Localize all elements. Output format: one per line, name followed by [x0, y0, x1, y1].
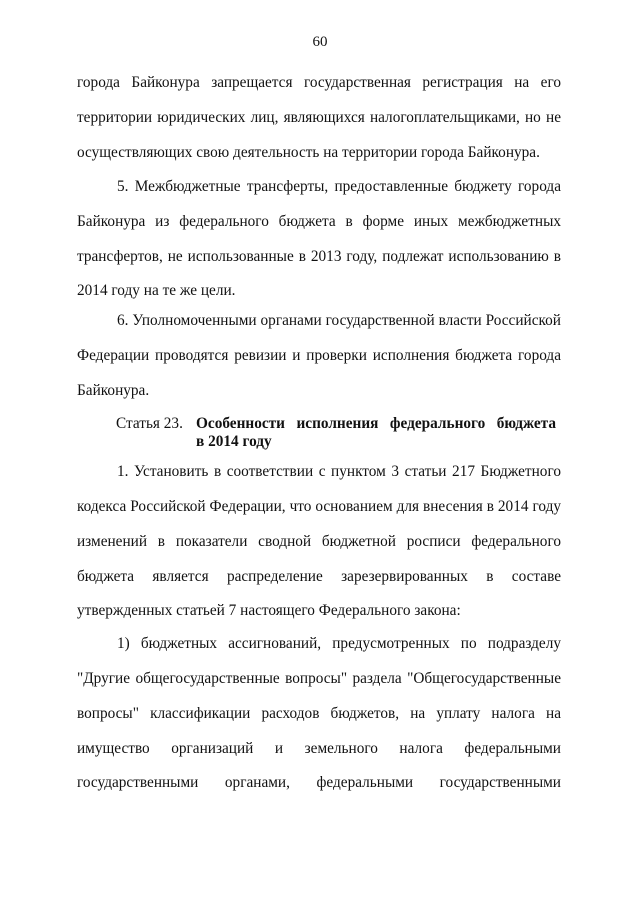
text-line: бюджета является распределение зарезервированных в составе — [77, 568, 561, 585]
text-line: вопросы" классификации расходов бюджетов, на уплату налога на — [77, 705, 561, 722]
text-line: Федерации проводятся ревизии и проверки исполнения бюджета города — [77, 347, 561, 364]
text-line: 6. Уполномоченными органами государственной власти Российской — [117, 312, 561, 329]
text-line: 1) бюджетных ассигнований, предусмотренных по подразделу — [117, 635, 561, 652]
text-line: изменений в показатели сводной бюджетной росписи федерального — [77, 533, 561, 550]
text-line: Байконура. — [77, 382, 150, 399]
text-line: Байконура из федерального бюджета в форме иных межбюджетных — [77, 213, 561, 230]
text-line: кодекса Российской Федерации, что основанием для внесения в 2014 году — [77, 498, 561, 515]
text-line: трансфертов, не использованные в 2013 году, подлежат использованию в — [77, 248, 561, 265]
text-line: "Другие общегосударственные вопросы" раздела "Общегосударственные — [77, 670, 561, 687]
text-line: утвержденных статьей 7 настоящего Федерального закона: — [77, 602, 461, 619]
text-line: города Байконура запрещается государственная регистрация на его — [77, 74, 561, 91]
page-number: 60 — [312, 34, 328, 50]
article-title-line: Особенности исполнения федерального бюджета — [196, 415, 556, 432]
text-line: 1. Установить в соответствии с пунктом 3 статьи 217 Бюджетного — [117, 463, 561, 480]
text-line: 5. Межбюджетные трансферты, предоставленные бюджету города — [117, 178, 561, 195]
text-line: имущество организаций и земельного налога федеральными — [77, 740, 561, 757]
article-label: Статья 23. — [116, 415, 183, 432]
text-line: 2014 году на те же цели. — [77, 282, 236, 299]
article-title-line: в 2014 году — [196, 433, 272, 450]
text-line: осуществляющих свою деятельность на территории города Байконура. — [77, 144, 540, 161]
text-line: государственными органами, федеральными государственными — [77, 774, 561, 791]
text-line: территории юридических лиц, являющихся налогоплательщиками, но не — [77, 109, 561, 126]
